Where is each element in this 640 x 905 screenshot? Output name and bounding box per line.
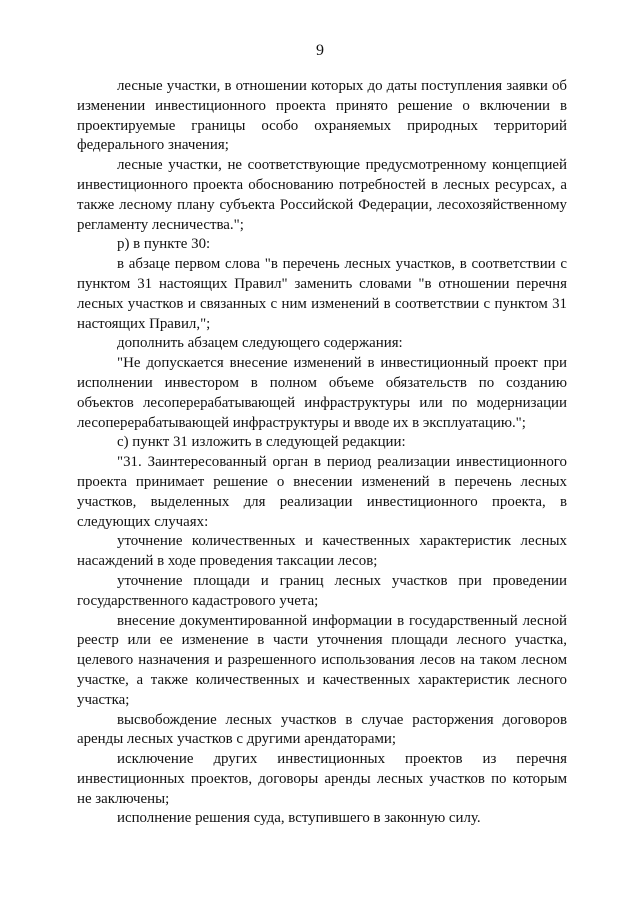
- page-number: 9: [316, 42, 324, 59]
- paragraph: с) пункт 31 изложить в следующей редакции:: [117, 434, 406, 451]
- paragraph: в абзаце первом слова "в перечень лесных участков, в соответствии с пунктом 31 настоящих Правил" заменить словами "в отношении перечня лесных участков и связанных с ним изменений в соответствии с пунктом 31 настоящих Правил,";: [77, 256, 567, 332]
- paragraph: высвобождение лесных участков в случае расторжения договоров аренды лесных участков с другими арендаторами;: [77, 711, 567, 748]
- paragraph: исполнение решения суда, вступившего в законную силу.: [117, 810, 481, 827]
- paragraph: дополнить абзацем следующего содержания:: [117, 335, 403, 352]
- paragraph: "Не допускается внесение изменений в инвестиционный проект при исполнении инвестором в полном объеме обязательств по созданию объектов лесоперерабатывающей инфраструктуры или по модернизации лесоперерабатывающей инфраструктуры и вводе их в эксплуатацию.";: [77, 355, 567, 431]
- paragraph: уточнение количественных и качественных характеристик лесных насаждений в ходе проведения таксации лесов;: [77, 533, 567, 570]
- paragraph: лесные участки, не соответствующие предусмотренному концепцией инвестиционного проекта обоснованию потребностей в лесных ресурсах, а также лесному плану субъекта Российской Федерации, лесохозяйственному регламенту лесничества.";: [77, 157, 567, 233]
- paragraph: р) в пункте 30:: [117, 236, 211, 253]
- paragraph: исключение других инвестиционных проектов из перечня инвестиционных проектов, договоры аренды лесных участков по которым не заключены;: [77, 751, 567, 807]
- paragraph: лесные участки, в отношении которых до даты поступления заявки об изменении инвестиционного проекта принято решение о включении в проектируемые границы особо охраняемых природных территорий федерального значения;: [77, 78, 567, 154]
- paragraph: "31. Заинтересованный орган в период реализации инвестиционного проекта принимает решение о внесении изменений в перечень лесных участков, выделенных для реализации инвестиционного проекта, в следующих случаях:: [77, 454, 567, 530]
- document-body: [77, 77, 567, 829]
- paragraph: уточнение площади и границ лесных участков при проведении государственного кадастрового учета;: [77, 572, 567, 609]
- paragraph: внесение документированной информации в государственный лесной реестр или ее изменение в части уточнения площади лесного участка, целевого назначения и разрешенного использования лесов на таком лесном участке, а также количественных и качественных характеристик лесного участка;: [77, 612, 567, 708]
